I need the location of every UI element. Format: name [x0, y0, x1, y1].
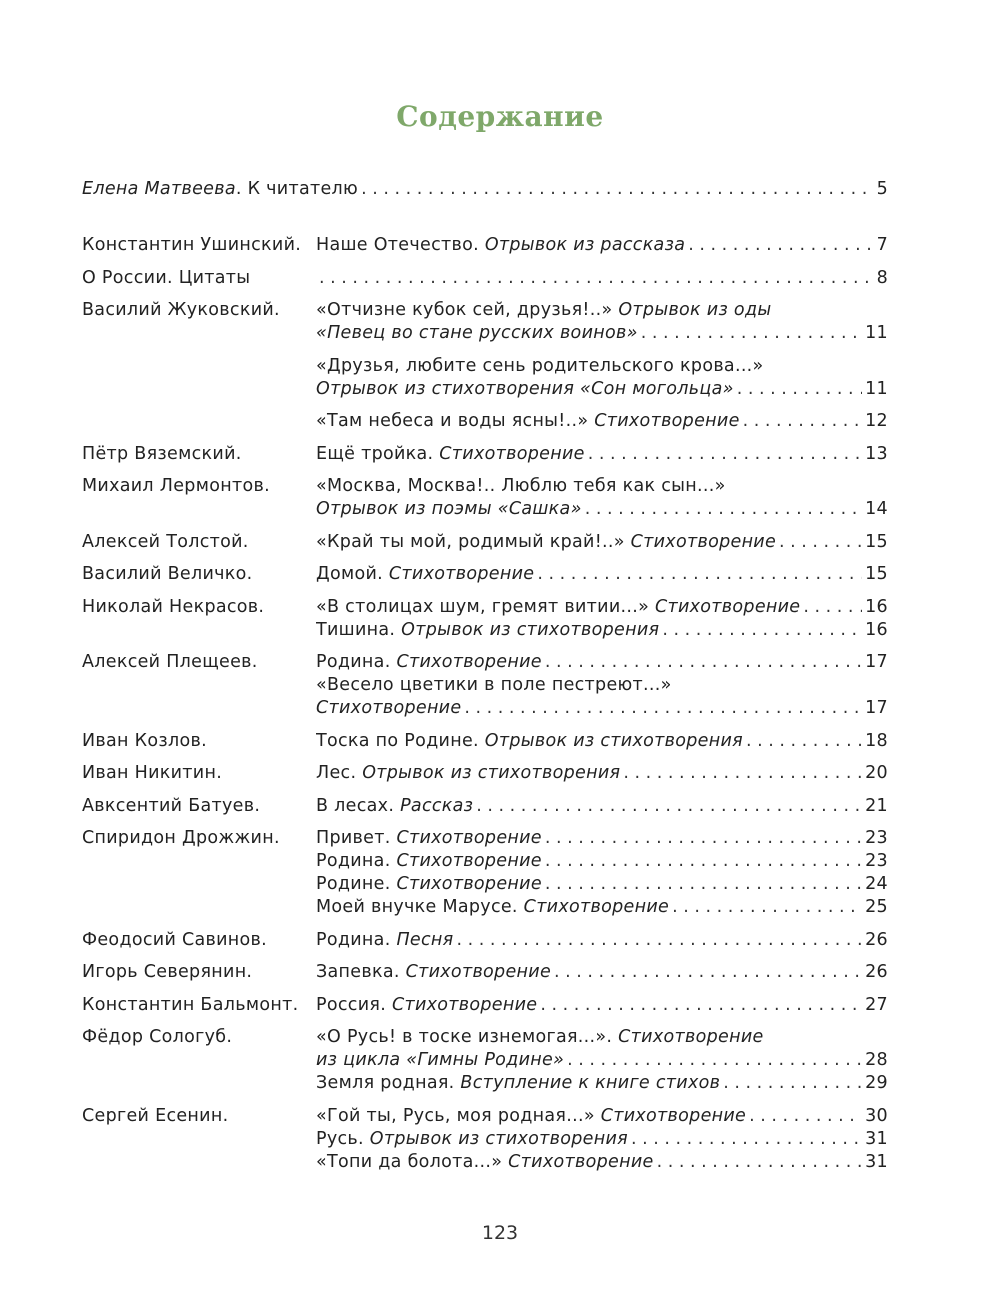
entry-works — [316, 994, 888, 1017]
entry-author: Михаил Лермонтов. — [82, 476, 270, 496]
work-title: Родине. — [316, 874, 397, 894]
entry-works — [316, 929, 888, 952]
work-item[interactable] — [316, 531, 888, 554]
work-genre: Стихотворение — [523, 897, 670, 917]
work-title: Моей внучке Марусе. — [316, 897, 524, 917]
toc-entry — [82, 730, 888, 753]
entry-works — [316, 1105, 888, 1174]
work-item[interactable] — [316, 596, 888, 619]
work-item[interactable] — [316, 730, 888, 753]
work-title: В лесах. — [316, 795, 401, 816]
toc-entry — [82, 827, 888, 919]
dot-leader — [545, 873, 862, 896]
work-title: Родина. — [316, 652, 397, 672]
toc-entry — [82, 596, 888, 642]
work-title: Родина. — [316, 851, 397, 871]
dot-leader — [588, 443, 862, 466]
dot-leader — [464, 697, 862, 720]
page-ref: 25 — [865, 897, 888, 917]
work-genre: Стихотворение — [396, 652, 542, 672]
intro-author: Елена Матвеева — [82, 179, 236, 199]
entry-author: Авксентий Батуев. — [82, 795, 261, 816]
work-item[interactable] — [316, 873, 888, 896]
page-ref: 20 — [865, 763, 888, 783]
work-item[interactable] — [316, 827, 888, 850]
page-ref: 18 — [865, 730, 888, 751]
work-item[interactable] — [316, 267, 888, 290]
work-genre: Стихотворение — [405, 962, 552, 982]
work-item[interactable] — [316, 762, 888, 785]
work-genre: Отрывок из стихотворения — [362, 763, 621, 783]
dot-leader — [623, 762, 862, 785]
work-genre: Отрывок из стихотворения «Сон могольца» — [316, 378, 734, 399]
work-item[interactable] — [316, 234, 888, 257]
work-item[interactable] — [316, 619, 888, 642]
work-item[interactable] — [316, 1105, 888, 1128]
work-title: «Москва, Москва!.. Люблю тебя как сын...» — [316, 476, 726, 496]
work-item[interactable] — [316, 355, 888, 401]
toc-entry — [82, 563, 888, 586]
toc-entries — [82, 234, 888, 1174]
page-ref: 26 — [865, 962, 888, 982]
work-genre: Отрывок из рассказа — [484, 235, 686, 255]
page-ref: 17 — [865, 652, 888, 672]
page-number: 123 — [481, 1222, 519, 1244]
dot-leader — [456, 929, 862, 952]
work-genre: Стихотворение — [508, 1151, 654, 1172]
entry-author: Сергей Есенин. — [82, 1105, 229, 1126]
work-genre: Стихотворение — [388, 564, 535, 584]
page-ref: 30 — [865, 1105, 888, 1126]
work-title: Лес. — [316, 763, 363, 783]
work-genre: «Певец во стане русских воинов» — [316, 323, 638, 343]
toc-entry — [82, 1105, 888, 1174]
dot-leader — [545, 651, 862, 674]
work-title: «Там небеса и воды ясны!..» — [316, 411, 595, 431]
toc-entry — [82, 531, 888, 554]
page-ref: 24 — [865, 874, 888, 894]
work-genre: Отрывок из стихотворения — [401, 619, 660, 640]
work-genre: Стихотворение — [594, 411, 740, 431]
work-title: Ещё тройка. — [316, 443, 440, 464]
entry-author: Иван Козлов. — [82, 730, 207, 751]
work-title: Привет. — [316, 828, 397, 848]
dot-leader — [545, 850, 862, 873]
work-title: «О Русь! в тоске изнемогая...». — [316, 1027, 619, 1047]
work-title: Наше Отечество. — [316, 235, 485, 255]
dot-leader — [567, 1049, 862, 1072]
toc-entry — [82, 475, 888, 521]
entry-works — [316, 531, 888, 554]
page-ref: 13 — [865, 443, 888, 464]
work-item[interactable] — [316, 896, 888, 919]
work-item[interactable] — [316, 961, 888, 984]
dot-leader — [540, 994, 862, 1017]
entry-works — [316, 596, 888, 642]
page-ref: 15 — [865, 531, 888, 552]
work-title: «Весело цветики в поле пестреют...» — [316, 675, 672, 695]
toc-entry — [82, 299, 888, 433]
page-ref: 23 — [865, 828, 888, 848]
toc-entry — [82, 267, 888, 290]
work-genre: Стихотворение — [391, 994, 538, 1015]
dot-leader — [672, 896, 862, 919]
work-item[interactable] — [316, 475, 888, 521]
entry-author: Иван Никитин. — [82, 763, 223, 783]
page-ref: 12 — [865, 411, 888, 431]
work-genre: Стихотворение — [618, 1027, 764, 1047]
entry-author: Алексей Толстой. — [82, 531, 249, 552]
dot-leader — [746, 730, 862, 753]
page-ref: 14 — [865, 499, 888, 519]
entry-author: Пётр Вяземский. — [82, 443, 242, 464]
work-title: Россия. — [316, 994, 392, 1015]
toc-entry — [82, 234, 888, 257]
entry-works — [316, 1026, 888, 1095]
work-item[interactable] — [316, 994, 888, 1017]
work-item[interactable] — [316, 1128, 888, 1151]
entry-works — [316, 651, 888, 720]
page-ref: 17 — [865, 698, 888, 718]
toc-entry — [82, 443, 888, 466]
entry-author: Василий Жуковский. — [82, 300, 280, 320]
dot-leader — [662, 619, 862, 642]
work-item[interactable] — [316, 1026, 888, 1072]
page-ref: 21 — [865, 795, 888, 816]
toc-entry — [82, 795, 888, 818]
work-genre: Отрывок из оды — [618, 300, 772, 320]
work-item[interactable] — [316, 410, 888, 433]
page-title: Содержание — [396, 100, 604, 133]
page-ref: 31 — [865, 1128, 888, 1149]
work-title: Запевка. — [316, 962, 406, 982]
intro-page: 5 — [876, 179, 888, 199]
dot-leader — [319, 267, 871, 290]
toc-entry — [82, 651, 888, 720]
dot-leader — [737, 378, 862, 401]
work-genre: Рассказ — [400, 795, 474, 816]
work-title: Тишина. — [316, 619, 402, 640]
entry-author: Константин Ушинский. — [82, 235, 302, 255]
entry-works — [316, 730, 888, 753]
entry-author: Алексей Плещеев. — [82, 652, 258, 672]
toc-entry — [82, 762, 888, 785]
entry-works — [316, 961, 888, 984]
work-genre: Стихотворение — [654, 596, 801, 617]
work-title: «Гой ты, Русь, моя родная...» — [316, 1105, 601, 1126]
table-of-contents — [82, 178, 888, 1183]
page-ref: 11 — [865, 378, 888, 399]
entry-author: Феодосий Савинов. — [82, 929, 268, 950]
entry-author: Фёдор Сологуб. — [82, 1027, 233, 1047]
work-item[interactable] — [316, 299, 888, 345]
intro-entry[interactable]: Елена Матвеева. К читателю . . . 5 — [82, 178, 888, 201]
intro-title: К читателю — [247, 179, 359, 199]
work-title: Домой. — [316, 564, 389, 584]
dot-leader — [779, 531, 862, 554]
work-item[interactable] — [316, 563, 888, 586]
dot-leader — [743, 410, 862, 433]
toc-entry — [82, 929, 888, 952]
entry-works — [316, 299, 888, 433]
dot-leader — [641, 322, 862, 345]
dot-leader — [723, 1072, 862, 1095]
work-title: «В столицах шум, гремят витии...» — [316, 596, 655, 617]
dot-leader — [749, 1105, 862, 1128]
page-ref: 16 — [865, 619, 888, 640]
page-ref: 15 — [865, 564, 888, 584]
page-ref: 28 — [865, 1050, 888, 1070]
work-genre: Стихотворение — [396, 874, 542, 894]
entry-works — [316, 475, 888, 521]
entry-author: Константин Бальмонт. — [82, 994, 299, 1015]
work-title: «Друзья, любите сень родительского крова...» — [316, 355, 764, 376]
work-item[interactable] — [316, 1151, 888, 1174]
work-title: «Отчизне кубок сей, друзья!..» — [316, 300, 619, 320]
page-ref: 29 — [865, 1073, 888, 1093]
work-genre: Стихотворение — [316, 698, 462, 718]
work-genre: Стихотворение — [396, 828, 542, 848]
page-ref: 23 — [865, 851, 888, 871]
dot-leader — [631, 1128, 862, 1151]
work-item[interactable] — [316, 929, 888, 952]
work-genre: Песня — [396, 929, 454, 950]
work-title: Русь. — [316, 1128, 370, 1149]
work-genre: Стихотворение — [600, 1105, 747, 1126]
entry-works — [316, 762, 888, 785]
dot-leader — [554, 961, 862, 984]
work-genre: Стихотворение — [630, 531, 777, 552]
dot-leader — [803, 596, 862, 619]
entry-author: Игорь Северянин. — [82, 962, 253, 982]
entry-works — [316, 827, 888, 919]
work-title: Земля родная. — [316, 1073, 461, 1093]
page-ref: 11 — [865, 323, 888, 343]
work-item[interactable] — [316, 795, 888, 818]
entry-author: Николай Некрасов. — [82, 596, 265, 617]
page-ref: 7 — [876, 235, 888, 255]
work-item[interactable] — [316, 674, 888, 720]
work-title: «Край ты мой, родимый край!..» — [316, 531, 631, 552]
work-item[interactable] — [316, 1072, 888, 1095]
page-ref: 31 — [865, 1151, 888, 1172]
dot-leader — [657, 1151, 863, 1174]
page-ref: 8 — [876, 267, 888, 288]
work-genre: Отрывок из стихотворения — [369, 1128, 628, 1149]
work-title: Родина. — [316, 929, 397, 950]
work-genre: Вступление к книге стихов — [460, 1073, 721, 1093]
dot-leader — [585, 498, 862, 521]
entry-works — [316, 267, 888, 290]
page-ref: 27 — [865, 994, 888, 1015]
work-item[interactable] — [316, 443, 888, 466]
dot-leader — [476, 795, 862, 818]
dot-leader — [361, 178, 871, 201]
work-title: Тоска по Родине. — [316, 730, 485, 751]
page-ref: 16 — [865, 596, 888, 617]
work-item[interactable] — [316, 850, 888, 873]
work-genre: Отрывок из поэмы «Сашка» — [316, 499, 582, 519]
work-genre: Отрывок из стихотворения — [484, 730, 743, 751]
work-genre: Стихотворение — [396, 851, 542, 871]
toc-entry — [82, 994, 888, 1017]
work-title: «Топи да болота...» — [316, 1151, 509, 1172]
work-genre: Стихотворение — [439, 443, 585, 464]
entry-works — [316, 443, 888, 466]
work-genre: из цикла «Гимны Родине» — [316, 1050, 565, 1070]
entry-author: Спиридон Дрожжин. — [82, 828, 280, 848]
dot-leader — [545, 827, 862, 850]
entry-works — [316, 234, 888, 257]
toc-entry — [82, 961, 888, 984]
entry-works — [316, 795, 888, 818]
page-ref: 26 — [865, 929, 888, 950]
dot-leader — [537, 563, 862, 586]
dot-leader — [688, 234, 871, 257]
work-item[interactable] — [316, 651, 888, 674]
entry-author: Василий Величко. — [82, 564, 253, 584]
toc-entry — [82, 1026, 888, 1095]
entry-works — [316, 563, 888, 586]
entry-author: О России. Цитаты — [82, 267, 251, 288]
